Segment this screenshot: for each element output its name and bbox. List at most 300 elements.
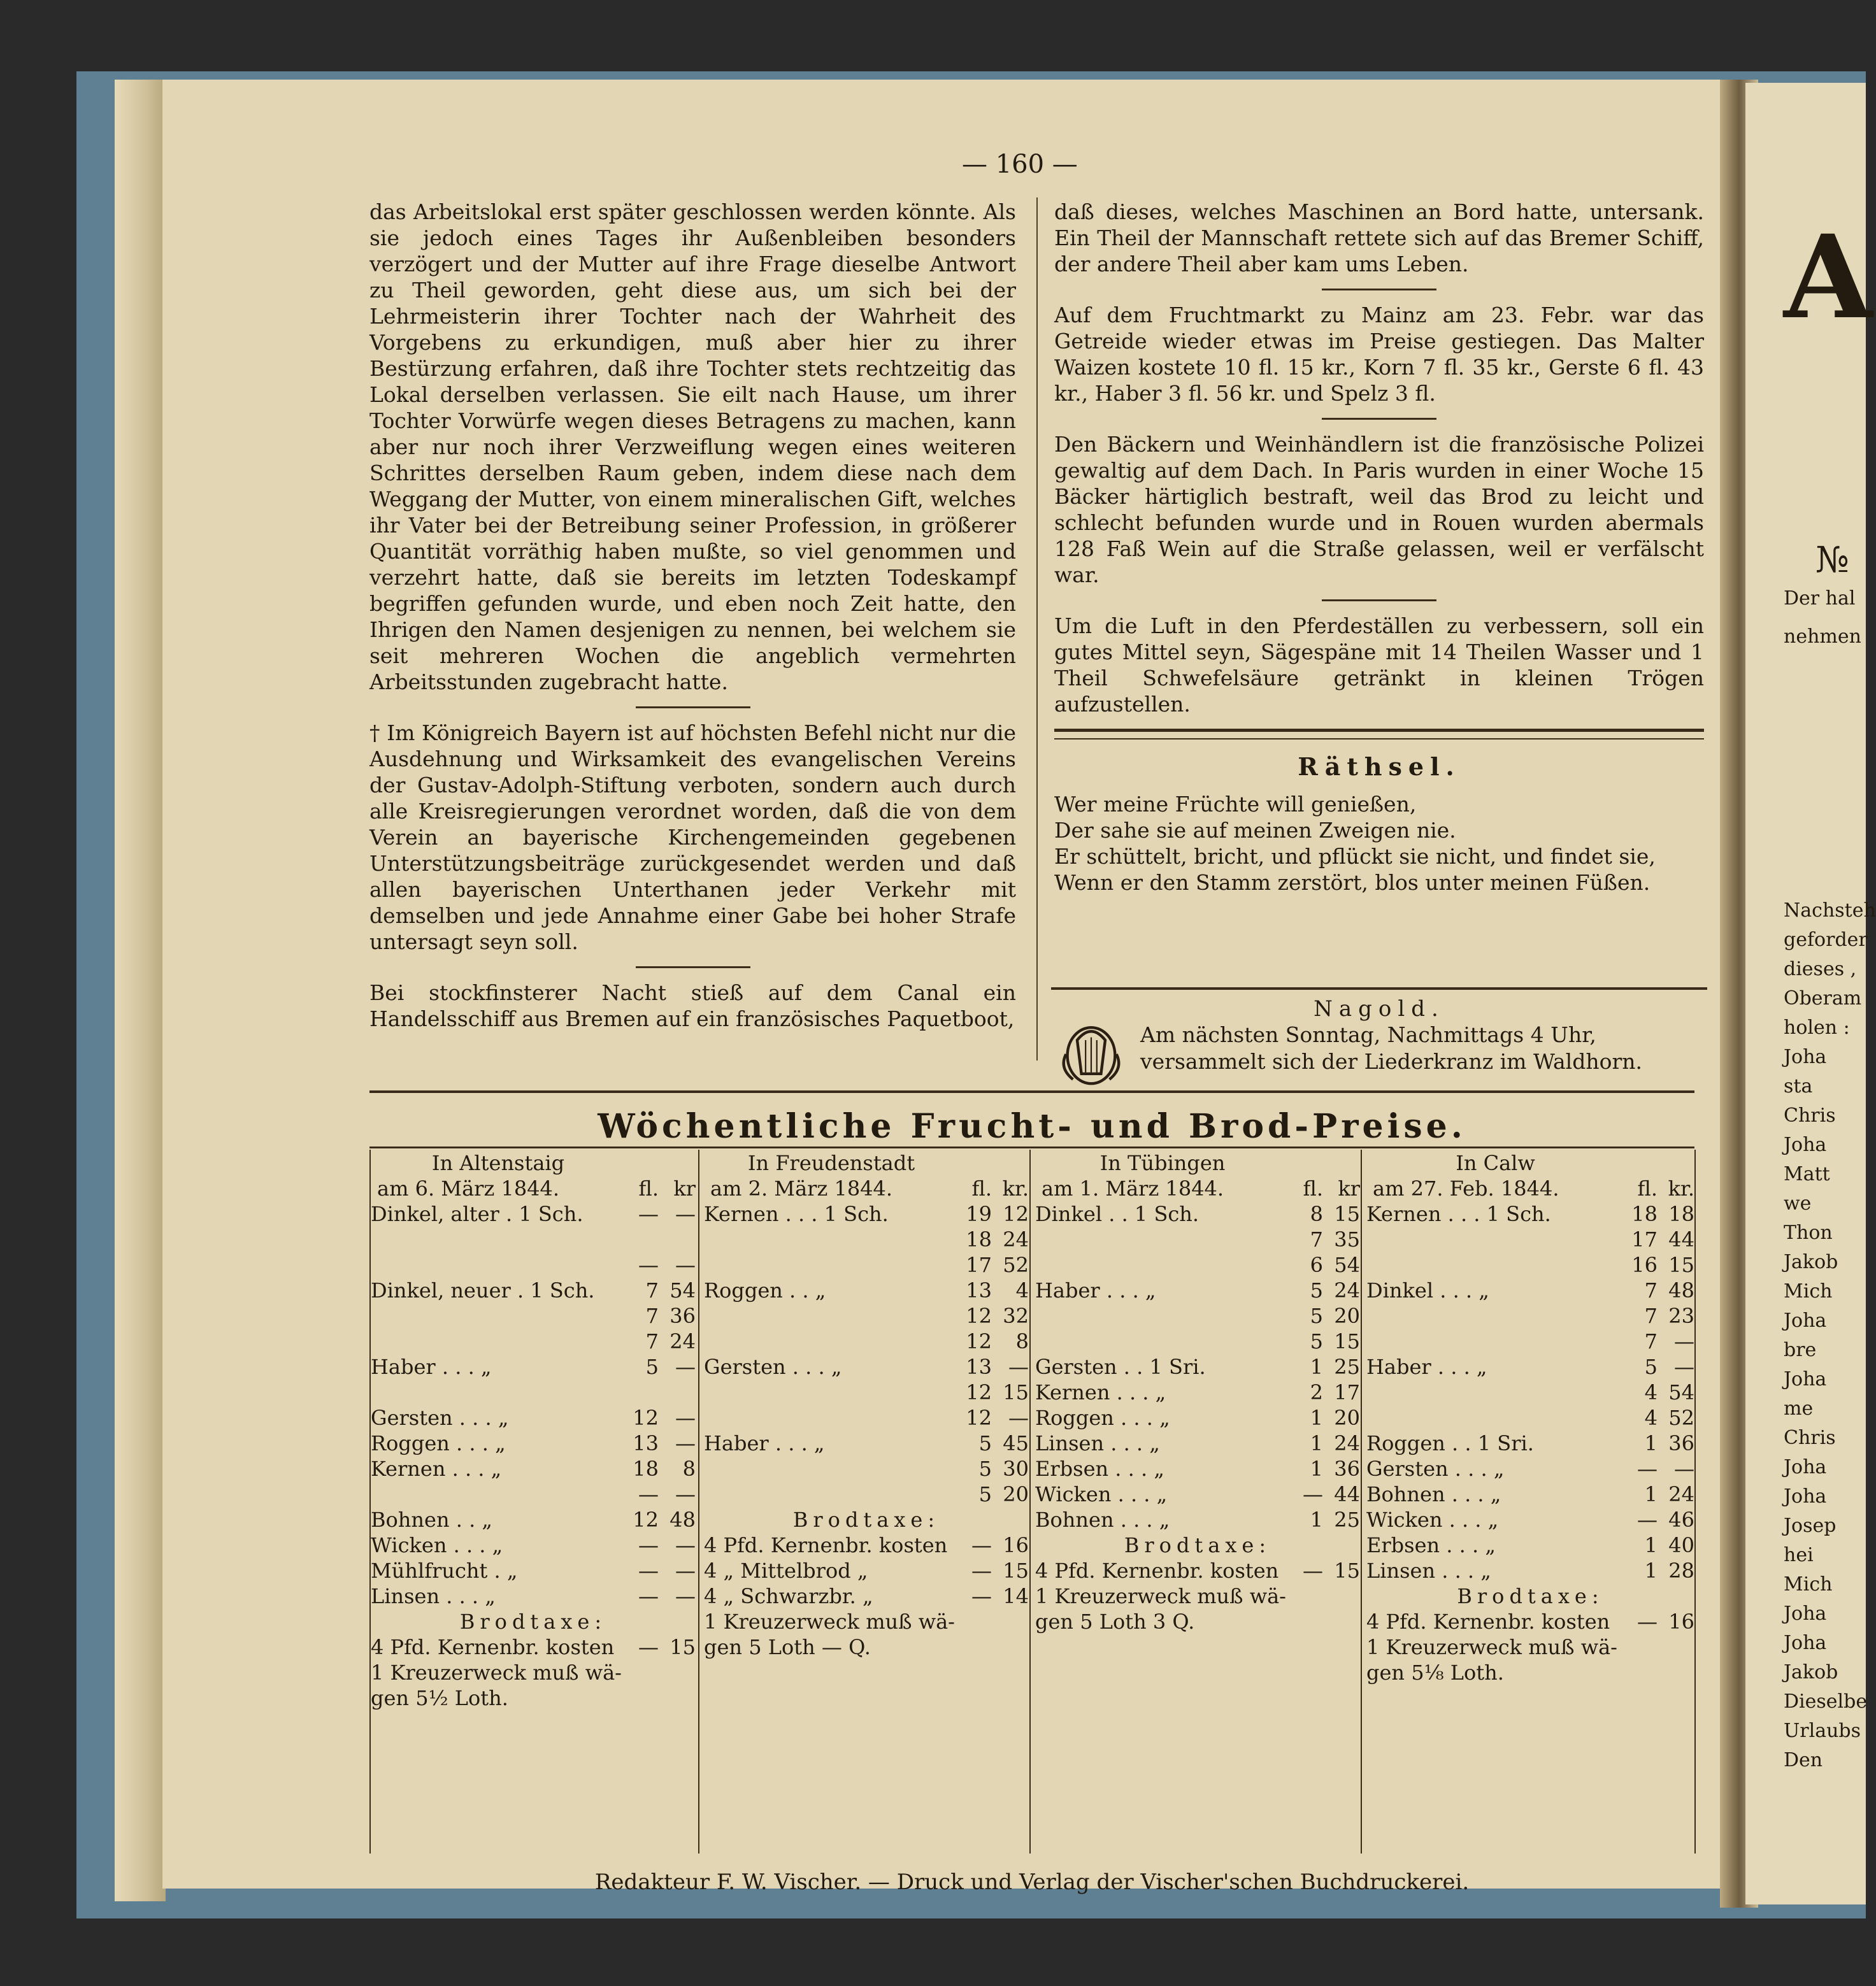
- facing-page-line: Joha: [1784, 1046, 1827, 1068]
- price-kr: —: [675, 1431, 696, 1455]
- brod-row: [1366, 1634, 1694, 1660]
- price-row: [1035, 1380, 1360, 1405]
- kr-header: kr.: [1002, 1176, 1029, 1201]
- fl-header: fl.: [1637, 1176, 1658, 1201]
- fl-header: fl.: [1303, 1176, 1323, 1201]
- facing-page-line: Joha: [1784, 1603, 1827, 1625]
- kr-header: kr.: [1668, 1176, 1694, 1201]
- price-kr: —: [675, 1584, 696, 1608]
- brod-text: 4 „ Mittelbrod „: [704, 1559, 868, 1583]
- brodtaxe-title: Brodtaxe:: [1124, 1533, 1271, 1557]
- brod-text: 1 Kreuzerweck muß wä-: [704, 1610, 955, 1634]
- price-fl: 5: [1310, 1329, 1323, 1354]
- price-kr: 25: [1334, 1355, 1360, 1379]
- grain-name: Kernen . . . 1 Sch.: [704, 1202, 889, 1226]
- facing-page-line: Joha: [1784, 1368, 1827, 1390]
- market-column: [371, 1150, 696, 1711]
- fl-header: fl.: [638, 1176, 659, 1201]
- price-fl: 18: [633, 1457, 659, 1481]
- price-kr: 54: [1334, 1253, 1360, 1277]
- section-rule: [369, 1147, 1694, 1148]
- price-kr: 16: [1003, 1533, 1029, 1557]
- price-row: [704, 1431, 1029, 1456]
- price-fl: 1: [1310, 1457, 1323, 1481]
- grain-name: Roggen . . . „: [371, 1431, 506, 1455]
- section-rule: [369, 1090, 1694, 1093]
- price-kr: 12: [1003, 1202, 1029, 1226]
- price-row: [1366, 1201, 1694, 1227]
- price-fl: 12: [966, 1406, 992, 1430]
- price-fl: 7: [1644, 1278, 1658, 1303]
- price-kr: 17: [1334, 1380, 1360, 1404]
- price-kr: —: [1008, 1355, 1029, 1379]
- price-fl: 13: [966, 1278, 992, 1303]
- price-row: [1035, 1507, 1360, 1532]
- price-fl: —: [971, 1559, 992, 1583]
- price-row: [371, 1201, 696, 1227]
- facing-page-line: Jakob: [1784, 1251, 1838, 1273]
- price-fl: 19: [966, 1202, 992, 1226]
- price-row: [371, 1482, 696, 1507]
- price-fl: 5: [1310, 1278, 1323, 1303]
- price-fl: 12: [966, 1380, 992, 1404]
- price-row: [1035, 1303, 1360, 1329]
- price-kr: 20: [1003, 1482, 1029, 1506]
- price-fl: —: [1637, 1610, 1658, 1634]
- brod-text: gen 5 Loth — Q.: [704, 1635, 871, 1659]
- price-fl: 7: [645, 1278, 659, 1303]
- grain-name: Wicken . . . „: [371, 1533, 503, 1557]
- price-fl: —: [1637, 1457, 1658, 1481]
- price-kr: 35: [1334, 1227, 1360, 1252]
- facing-page-line: Joha: [1784, 1456, 1827, 1478]
- page-edge: [115, 80, 166, 1901]
- facing-page-line: Joha: [1784, 1310, 1827, 1332]
- facing-page-line: №: [1815, 539, 1849, 581]
- price-row: [1366, 1532, 1694, 1558]
- price-fl: —: [971, 1533, 992, 1557]
- price-fl: —: [638, 1533, 659, 1557]
- table-column-rule: [369, 1150, 371, 1854]
- market-place: In Tübingen: [1099, 1151, 1226, 1175]
- price-fl: 7: [645, 1304, 659, 1328]
- price-fl: 4: [1644, 1406, 1658, 1430]
- facing-page-line: Nachsteh: [1784, 899, 1876, 922]
- price-row: [1035, 1227, 1360, 1252]
- brod-row: [704, 1583, 1029, 1609]
- price-fl: 13: [966, 1355, 992, 1379]
- grain-name: Haber . . . „: [1366, 1355, 1487, 1379]
- price-fl: —: [638, 1559, 659, 1583]
- market-date: am 2. März 1844.: [710, 1176, 893, 1201]
- price-row: [1035, 1278, 1360, 1303]
- grain-name: Haber . . . „: [371, 1355, 492, 1379]
- price-kr: 24: [1003, 1227, 1029, 1252]
- table-column-rule: [1694, 1150, 1696, 1854]
- market-date: am 27. Feb. 1844.: [1373, 1176, 1559, 1201]
- price-kr: —: [1008, 1406, 1029, 1430]
- price-kr: 54: [669, 1278, 696, 1303]
- price-row: [704, 1227, 1029, 1252]
- facing-page-line: sta: [1784, 1075, 1813, 1097]
- article-separator: [1322, 289, 1436, 290]
- poem-line: Der sahe sie auf meinen Zweigen nie.: [1054, 818, 1456, 843]
- grain-name: Roggen . . „: [704, 1278, 826, 1303]
- grain-name: Gersten . . 1 Sri.: [1035, 1355, 1206, 1379]
- left-column: [369, 199, 1016, 1032]
- facing-page-line: Den: [1784, 1749, 1823, 1771]
- brod-row: [704, 1609, 1029, 1634]
- price-row: [1366, 1507, 1694, 1532]
- price-row: [1035, 1354, 1360, 1380]
- price-row: [1035, 1405, 1360, 1431]
- brod-text: gen 5½ Loth.: [371, 1686, 508, 1710]
- page-number: — 160 —: [962, 150, 1078, 179]
- price-kr: 30: [1003, 1457, 1029, 1481]
- grain-name: Gersten . . . „: [704, 1355, 842, 1379]
- price-fl: —: [638, 1584, 659, 1608]
- price-table-title: Wöchentliche Frucht- und Brod-Preise.: [598, 1107, 1466, 1146]
- price-fl: 1: [1644, 1559, 1658, 1583]
- price-kr: 15: [1334, 1559, 1360, 1583]
- price-fl: 1: [1310, 1355, 1323, 1379]
- price-kr: —: [1674, 1355, 1694, 1379]
- brod-row: [1366, 1609, 1694, 1634]
- facing-page-line: Joha: [1784, 1134, 1827, 1156]
- grain-name: Dinkel, neuer . 1 Sch.: [371, 1278, 595, 1303]
- facing-page-line: we: [1784, 1192, 1812, 1215]
- facing-page-line: Chris: [1784, 1427, 1836, 1449]
- market-place: In Freudenstadt: [747, 1151, 915, 1175]
- article-paragraph: † Im Königreich Bayern ist auf höchsten Befehl nicht nur die Ausdehnung und Wirksamkeit des evangelischen Vereins der Gustav-Adolph-Stiftung verboten, sondern auch durch alle Kreisregierungen verordnet worden, daß die von dem Verein an bayerische Kirchengemeinden gegebenen Unterstützungsbeiträge zurückgesendet werden und daß allen bayerischen Unterthanen jeder Verkehr mit demselben und jede Annahme einer Gabe bei hoher Strafe untersagt seyn soll.: [369, 720, 1016, 954]
- price-row: [704, 1201, 1029, 1227]
- price-row: [1035, 1456, 1360, 1482]
- price-fl: 1: [1644, 1431, 1658, 1455]
- price-fl: 12: [633, 1508, 659, 1532]
- brod-row: [704, 1634, 1029, 1660]
- market-place: In Calw: [1456, 1151, 1535, 1175]
- facing-page-line: Josep: [1784, 1515, 1837, 1537]
- poem-line: Er schüttelt, bricht, und pflückt sie nicht, und findet sie,: [1054, 844, 1656, 869]
- facing-page-line: me: [1784, 1397, 1814, 1420]
- grain-name: Gersten . . . „: [1366, 1457, 1505, 1481]
- column-divider: [1036, 197, 1038, 1061]
- price-kr: 24: [669, 1329, 696, 1354]
- market-header-row: [1366, 1176, 1694, 1201]
- nagold-text: Am nächsten Sonntag, Nachmittags 4 Uhr, versammelt sich der Liederkranz im Waldhorn.: [1140, 1022, 1642, 1074]
- brod-row: [371, 1634, 696, 1660]
- price-fl: 1: [1310, 1406, 1323, 1430]
- price-kr: 15: [1334, 1202, 1360, 1226]
- facing-page-line: holen :: [1784, 1017, 1850, 1039]
- price-kr: 40: [1668, 1533, 1694, 1557]
- brod-text: 4 Pfd. Kernenbr. kosten: [371, 1635, 615, 1659]
- article-paragraph: Auf dem Fruchtmarkt zu Mainz am 23. Febr. war das Getreide wieder etwas im Preise gestiegen. Das Malter Waizen kostete 10 fl. 15 kr., Korn 7 fl. 35 kr., Gerste 6 fl. 43 kr., Haber 3 fl. 56 kr. und Spelz 3 fl.: [1054, 303, 1704, 406]
- brod-row: [371, 1660, 696, 1685]
- price-kr: 45: [1003, 1431, 1029, 1455]
- price-row: [1035, 1201, 1360, 1227]
- facing-page-line: nehmen: [1784, 625, 1861, 648]
- price-kr: 44: [1334, 1482, 1360, 1506]
- price-row: [371, 1278, 696, 1303]
- facing-page-line: Chris: [1784, 1104, 1836, 1127]
- table-column-rule: [1361, 1150, 1362, 1854]
- brod-text: 4 Pfd. Kernenbr. kosten: [704, 1533, 948, 1557]
- price-kr: 36: [1334, 1457, 1360, 1481]
- price-kr: 24: [1334, 1278, 1360, 1303]
- price-fl: 1: [1310, 1431, 1323, 1455]
- market-column: [1366, 1150, 1694, 1685]
- table-column-rule: [698, 1150, 699, 1854]
- facing-page-line: geforder: [1784, 929, 1868, 951]
- facing-page-line: Matt: [1784, 1163, 1830, 1185]
- right-column: [1054, 199, 1704, 896]
- market-column: [704, 1150, 1029, 1660]
- price-row: [1366, 1354, 1694, 1380]
- price-kr: —: [675, 1253, 696, 1277]
- facing-page-line: Mich: [1784, 1280, 1833, 1303]
- nagold-title: Nagold.: [1314, 996, 1445, 1022]
- price-fl: 5: [645, 1355, 659, 1379]
- price-fl: 7: [645, 1329, 659, 1354]
- price-row: [1035, 1431, 1360, 1456]
- kr-header: kr: [673, 1176, 696, 1201]
- price-kr: 36: [1668, 1431, 1694, 1455]
- price-kr: —: [1674, 1329, 1694, 1354]
- facing-page-line: Joha: [1784, 1485, 1827, 1508]
- price-row: [704, 1278, 1029, 1303]
- lyre-vignette-icon: [1056, 1019, 1126, 1089]
- brod-row: [1366, 1660, 1694, 1685]
- facing-page-line: Jakob: [1784, 1661, 1838, 1683]
- price-kr: 48: [669, 1508, 696, 1532]
- brod-text: gen 5⅛ Loth.: [1366, 1661, 1504, 1685]
- grain-name: Erbsen . . . „: [1366, 1533, 1496, 1557]
- brod-text: 4 Pfd. Kernenbr. kosten: [1366, 1610, 1610, 1634]
- price-fl: —: [1637, 1508, 1658, 1532]
- price-fl: 7: [1644, 1304, 1658, 1328]
- grain-name: Wicken . . . „: [1035, 1482, 1168, 1506]
- facing-page-line: dieses ,: [1784, 958, 1857, 980]
- price-row: [371, 1227, 696, 1252]
- grain-name: Dinkel, alter . 1 Sch.: [371, 1202, 584, 1226]
- facing-page-letter: A: [1784, 210, 1873, 345]
- facing-page-line: bre: [1784, 1339, 1817, 1361]
- grain-name: Linsen . . . „: [1366, 1559, 1491, 1583]
- facing-page-line: Urlaubs: [1784, 1720, 1861, 1742]
- price-kr: 15: [1668, 1253, 1694, 1277]
- brod-row: [704, 1532, 1029, 1558]
- price-kr: —: [675, 1559, 696, 1583]
- article-paragraph: Um die Luft in den Pferdeställen zu verbessern, soll ein gutes Mittel seyn, Sägespäne mit 14 Theilen Wasser und 1 Theil Schwefelsäure getränkt in kleinen Trögen aufzustellen.: [1054, 613, 1704, 717]
- price-kr: 16: [1668, 1610, 1694, 1634]
- price-kr: 44: [1668, 1227, 1694, 1252]
- price-row: [704, 1482, 1029, 1507]
- brodtaxe-title: Brodtaxe:: [792, 1508, 940, 1532]
- poem-line: Wenn er den Stamm zerstört, blos unter meinen Füßen.: [1054, 870, 1650, 895]
- imprint-footer: Redakteur F. W. Vischer. — Druck und Verlag der Vischer'schen Buchdruckerei.: [594, 1869, 1470, 1895]
- price-kr: 20: [1334, 1406, 1360, 1430]
- price-row: [1366, 1380, 1694, 1405]
- price-kr: 52: [1668, 1406, 1694, 1430]
- price-kr: 14: [1003, 1584, 1029, 1608]
- brod-row: [1035, 1558, 1360, 1583]
- price-fl: 12: [966, 1329, 992, 1354]
- price-row: [704, 1252, 1029, 1278]
- price-kr: 8: [1015, 1329, 1029, 1354]
- price-fl: 12: [966, 1304, 992, 1328]
- price-row: [1366, 1456, 1694, 1482]
- price-row: [704, 1456, 1029, 1482]
- price-kr: 46: [1668, 1508, 1694, 1532]
- price-kr: 54: [1668, 1380, 1694, 1404]
- market-date: am 1. März 1844.: [1042, 1176, 1224, 1201]
- grain-name: Roggen . . 1 Sri.: [1366, 1431, 1534, 1455]
- price-row: [371, 1456, 696, 1482]
- price-fl: —: [638, 1202, 659, 1226]
- brod-row: [1035, 1609, 1360, 1634]
- market-header-row: [704, 1176, 1029, 1201]
- price-kr: 18: [1668, 1202, 1694, 1226]
- price-kr: —: [675, 1406, 696, 1430]
- price-kr: 48: [1668, 1278, 1694, 1303]
- fl-header: fl.: [971, 1176, 992, 1201]
- price-fl: 7: [1644, 1329, 1658, 1354]
- price-row: [704, 1329, 1029, 1354]
- article-paragraph: Bei stockfinsterer Nacht stieß auf dem Canal ein Handelsschiff aus Bremen auf ein französisches Paquetboot,: [369, 980, 1016, 1031]
- brodtaxe-title: Brodtaxe:: [459, 1610, 607, 1634]
- price-fl: 17: [1631, 1227, 1658, 1252]
- section-rule: [1051, 987, 1707, 990]
- article-separator: [636, 966, 750, 968]
- price-kr: 52: [1003, 1253, 1029, 1277]
- market-place: In Altenstaig: [431, 1151, 565, 1175]
- price-row: [704, 1303, 1029, 1329]
- price-kr: 8: [682, 1457, 696, 1481]
- raethsel-poem: [1054, 791, 1704, 896]
- market-header-row: [371, 1176, 696, 1201]
- price-row: [704, 1405, 1029, 1431]
- brod-row: [704, 1558, 1029, 1583]
- grain-name: Linsen . . . „: [1035, 1431, 1160, 1455]
- price-row: [371, 1532, 696, 1558]
- price-kr: 24: [1668, 1482, 1694, 1506]
- price-fl: 17: [966, 1253, 992, 1277]
- grain-name: Kernen . . . 1 Sch.: [1366, 1202, 1551, 1226]
- section-rule: [1054, 729, 1704, 739]
- price-row: [1035, 1329, 1360, 1354]
- price-kr: 4: [1015, 1278, 1029, 1303]
- price-fl: 4: [1644, 1380, 1658, 1404]
- price-fl: 18: [1631, 1202, 1658, 1226]
- raethsel-title: Räthsel.: [1298, 752, 1461, 781]
- grain-name: Kernen . . . „: [371, 1457, 502, 1481]
- price-row: [1366, 1227, 1694, 1252]
- price-kr: 24: [1334, 1431, 1360, 1455]
- price-row: [1035, 1482, 1360, 1507]
- price-fl: 13: [633, 1431, 659, 1455]
- price-kr: —: [675, 1355, 696, 1379]
- price-row: [1366, 1558, 1694, 1583]
- brod-text: 1 Kreuzerweck muß wä-: [371, 1661, 622, 1685]
- price-row: [371, 1303, 696, 1329]
- price-row: [371, 1329, 696, 1354]
- article-separator: [1322, 418, 1436, 420]
- grain-name: Dinkel . . . „: [1366, 1278, 1489, 1303]
- price-kr: 25: [1334, 1508, 1360, 1532]
- grain-name: Bohnen . . . „: [1035, 1508, 1170, 1532]
- price-row: [1366, 1482, 1694, 1507]
- table-column-rule: [1029, 1150, 1031, 1854]
- grain-name: Bohnen . . „: [371, 1508, 492, 1532]
- price-row: [371, 1558, 696, 1583]
- grain-name: Bohnen . . . „: [1366, 1482, 1501, 1506]
- price-kr: 15: [1334, 1329, 1360, 1354]
- price-kr: 15: [1003, 1380, 1029, 1404]
- market-column: [1035, 1150, 1360, 1634]
- grain-name: Dinkel . . 1 Sch.: [1035, 1202, 1199, 1226]
- price-kr: 32: [1003, 1304, 1029, 1328]
- grain-name: Haber . . . „: [1035, 1278, 1156, 1303]
- price-row: [704, 1354, 1029, 1380]
- facing-page-line: hei: [1784, 1544, 1814, 1566]
- price-row: [1366, 1431, 1694, 1456]
- grain-name: Gersten . . . „: [371, 1406, 509, 1430]
- price-fl: 18: [966, 1227, 992, 1252]
- poem-line: Wer meine Früchte will genießen,: [1054, 792, 1417, 817]
- price-fl: 12: [633, 1406, 659, 1430]
- price-row: [371, 1405, 696, 1431]
- price-kr: —: [675, 1482, 696, 1506]
- price-fl: —: [638, 1635, 659, 1659]
- price-row: [371, 1431, 696, 1456]
- price-kr: —: [675, 1533, 696, 1557]
- price-fl: 1: [1644, 1533, 1658, 1557]
- brod-text: 1 Kreuzerweck muß wä-: [1035, 1584, 1286, 1608]
- price-fl: 7: [1310, 1227, 1323, 1252]
- price-fl: 16: [1631, 1253, 1658, 1277]
- price-row: [1366, 1278, 1694, 1303]
- facing-page-line: Oberam: [1784, 987, 1862, 1010]
- price-fl: 5: [1310, 1304, 1323, 1328]
- price-fl: —: [638, 1482, 659, 1506]
- price-row: [1035, 1252, 1360, 1278]
- price-fl: 5: [978, 1457, 992, 1481]
- grain-name: Erbsen . . . „: [1035, 1457, 1164, 1481]
- facing-page-line: Mich: [1784, 1573, 1833, 1596]
- price-kr: 23: [1668, 1304, 1694, 1328]
- article-paragraph: das Arbeitslokal erst später geschlossen werden könnte. Als sie jedoch eines Tages ihr Außenbleiben besonders verzögert und der Mutter auf ihre Frage dieselbe Antwort zu Theil geworden, geht diese aus, um sich bei der Lehrmeisterin ihrer Tochter nach der Wahrheit des Vorgebens zu erkundigen, muß aber hier zu ihrer Bestürzung erfahren, daß ihre Tochter stets rechtzeitig das Lokal derselben verlassen. Sie eilt nach Hause, um ihrer Tochter Vorwürfe wegen dieses Betragens zu machen, kann aber nur noch ihrer Verzweiflung wegen eines weiteren Schrittes derselben Raum geben, indem diese nach dem Weggang der Mutter, von einem mineralischen Gift, welches ihr Vater bei der Betreibung seiner Profession, in größerer Quantität vorräthig haben mußte, so viel genommen und verzehrt hatte, daß sie bereits im letzten Todeskampf begriffen gefunden wurde, und eben noch Zeit hatte, den Ihrigen den Namen desjenigen zu nennen, bei welchem sie seit mehreren Wochen die angeblich vermehrten Arbeitsstunden zugebracht hatte.: [369, 199, 1016, 694]
- price-fl: 5: [978, 1482, 992, 1506]
- price-kr: 15: [669, 1635, 696, 1659]
- price-row: [1366, 1405, 1694, 1431]
- grain-name: Wicken . . . „: [1366, 1508, 1499, 1532]
- grain-name: Haber . . . „: [704, 1431, 825, 1455]
- price-row: [1366, 1252, 1694, 1278]
- article-separator: [1322, 599, 1436, 601]
- brod-text: gen 5 Loth 3 Q.: [1035, 1610, 1195, 1634]
- price-row: [371, 1380, 696, 1405]
- brodtaxe-title: Brodtaxe:: [1457, 1584, 1604, 1608]
- price-fl: 5: [978, 1431, 992, 1455]
- price-fl: —: [1303, 1482, 1323, 1506]
- grain-name: Kernen . . . „: [1035, 1380, 1166, 1404]
- nagold-notice: [1051, 987, 1707, 1075]
- facing-page-line: Thon: [1784, 1222, 1833, 1244]
- price-kr: 36: [669, 1304, 696, 1328]
- price-fl: 1: [1644, 1482, 1658, 1506]
- brod-text: 4 Pfd. Kernenbr. kosten: [1035, 1559, 1279, 1583]
